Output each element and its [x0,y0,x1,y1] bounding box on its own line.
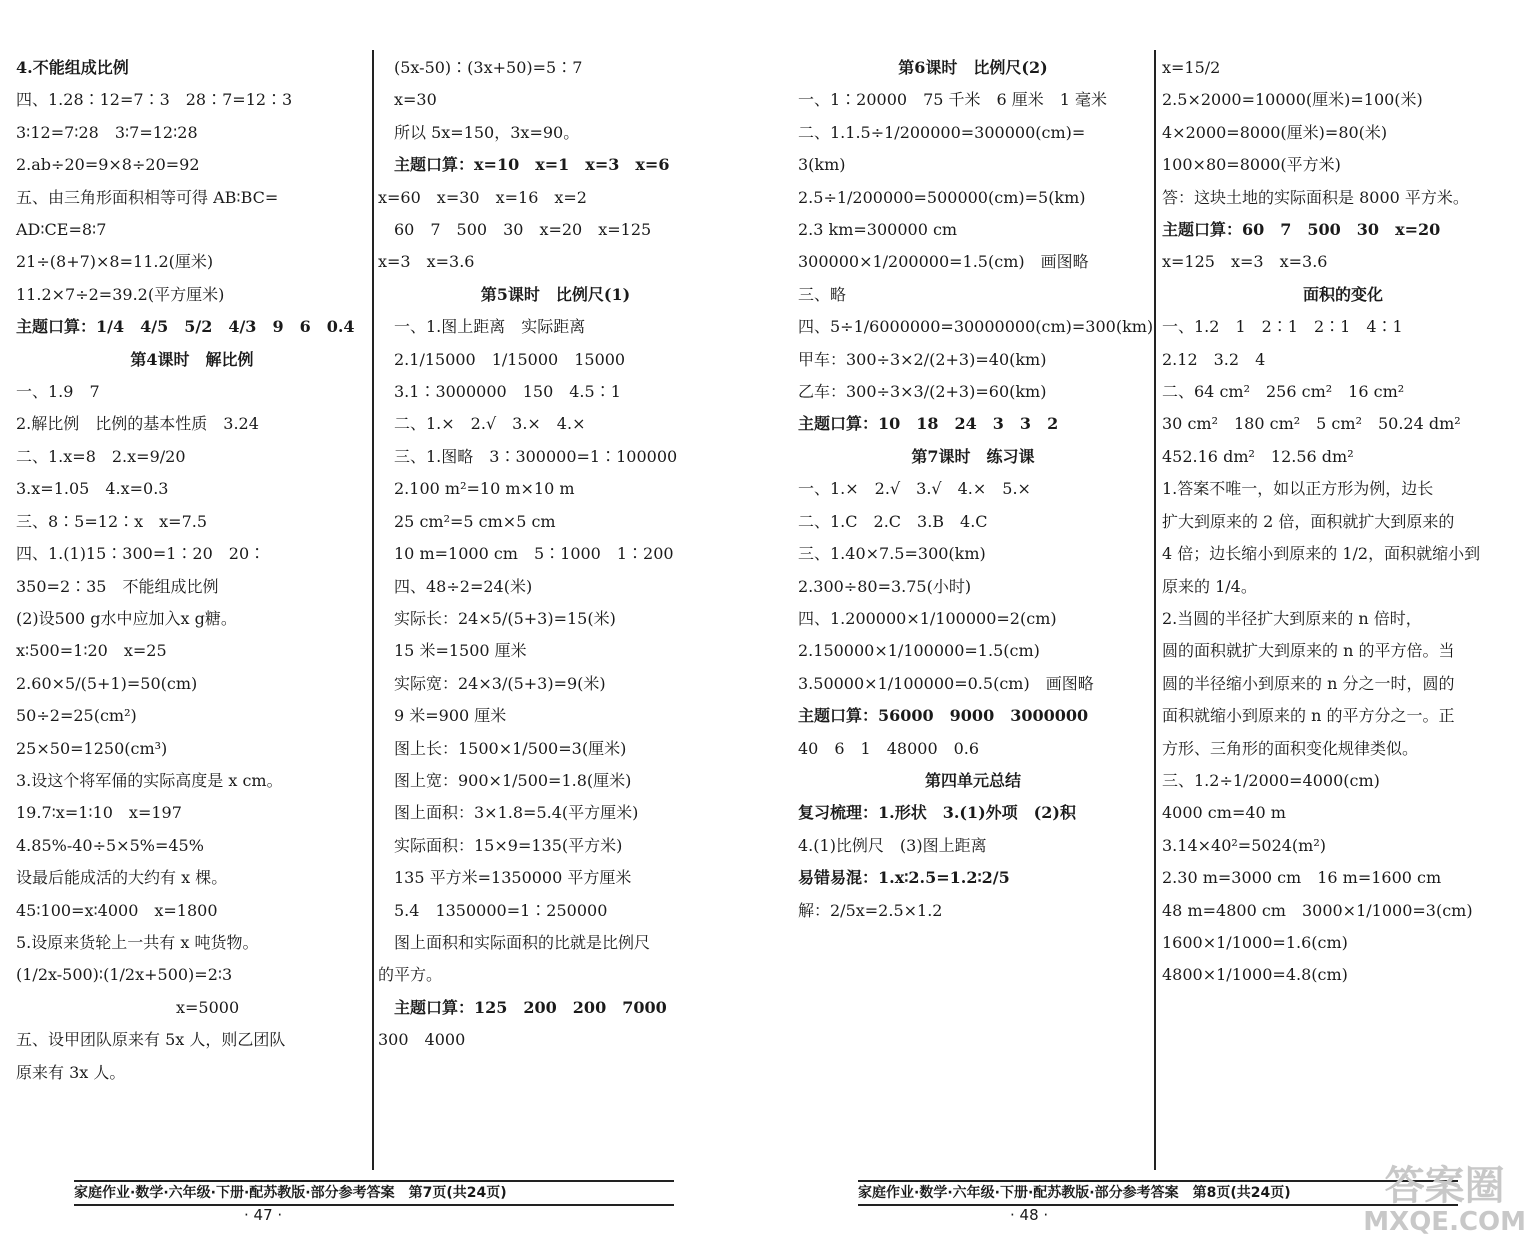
column-1 [16,52,368,1089]
answer-line: 四、1.200000×1/100000=2(cm) [798,608,1057,628]
answer-line: 方形、三角形的面积变化规律类似。 [1162,738,1419,758]
watermark-url: MXQE.COM [1363,1207,1526,1237]
answer-line: 四、1.(1)15∶300=1∶20 20∶ [16,544,266,564]
answer-line: 三、1.图略 3∶300000=1∶100000 [378,446,678,466]
column-2 [378,52,733,1057]
answer-line: 25 cm²=5 cm×5 cm [378,511,556,531]
answer-line: 复习梳理：1.形状 3.(1)外项 (2)积 [798,803,1076,823]
answer-line: 4800×1/1000=4.8(cm) [1162,965,1348,985]
answer-line: 2.ab÷20=9×8÷20=92 [16,155,200,175]
answer-line: 主题口算：x=10 x=1 x=3 x=6 [378,155,670,175]
section-heading: 面积的变化 [1302,284,1383,304]
answer-line: x=5000 [16,997,240,1017]
answer-line: 原来的 1/4。 [1162,576,1257,596]
answer-line: x=15/2 [1162,58,1221,77]
answer-line: 2.300÷80=3.75(小时) [798,576,972,596]
answer-line: 四、5÷1/6000000=30000000(cm)=300(km) [798,317,1154,337]
answer-line: 48 m=4800 cm 3000×1/1000=3(cm) [1162,900,1473,920]
answer-line: 答：这块土地的实际面积是 8000 平方米。 [1162,187,1469,207]
answer-line: 二、1.1.5÷1/200000=300000(cm)= [798,122,1086,142]
answer-line: 二、1.C 2.C 3.B 4.C [798,511,988,531]
answer-line: 二、1.× 2.√ 3.× 4.× [378,414,586,434]
answer-line: 4.85%-40÷5×5%=45% [16,835,204,855]
answer-line: 2.当圆的半径扩大到原来的 n 倍时， [1162,608,1422,628]
watermark [1363,1164,1526,1236]
answer-line: 扩大到原来的 2 倍，面积就扩大到原来的 [1162,511,1455,531]
answer-line: 易错易混：1.x∶2.5=1.2∶2/5 [798,868,1010,888]
answer-line: 45∶100=x∶4000 x=1800 [16,900,218,920]
answer-line: 2.解比例 比例的基本性质 3.24 [16,414,259,434]
column-divider-right [1154,50,1156,1170]
answer-line: 11.2×7÷2=39.2(平方厘米) [16,284,225,304]
answer-line: 主题口算：56000 9000 3000000 [798,706,1089,726]
answer-line: x=30 [378,90,437,110]
column-4 [1162,52,1524,992]
answer-line: 甲车：300÷3×2/(2+3)=40(km) [798,349,1047,369]
answer-line: x=3 x=3.6 [378,252,475,272]
answer-line: 四、48÷2=24(米) [378,576,533,596]
footer-right: 家庭作业·数学·六年级·下册·配苏教版·部分参考答案 第8页(共24页) [858,1180,1458,1206]
section-heading: 第4课时 解比例 [130,349,254,369]
answer-line: 15 米=1500 厘米 [378,641,527,661]
answer-line: 2.5÷1/200000=500000(cm)=5(km) [798,187,1086,207]
answer-line: 五、由三角形面积相等可得 AB∶BC= [16,187,279,207]
answer-line: 的平方。 [378,965,443,985]
answer-line: x=60 x=30 x=16 x=2 [378,187,587,207]
answer-line: 3.1∶3000000 150 4.5∶1 [378,382,621,402]
watermark-logo-text: 答案圈 [1384,1163,1505,1209]
answer-line: x=125 x=3 x=3.6 [1162,252,1328,272]
answer-line: 实际宽：24×3/(5+3)=9(米) [378,673,606,693]
answer-line: 452.16 dm² 12.56 dm² [1162,446,1354,466]
answer-line: 图上宽：900×1/500=1.8(厘米) [378,770,632,790]
answer-line: 350=2∶35 不能组成比例 [16,576,219,596]
answer-line: 三、1.2÷1/2000=4000(cm) [1162,770,1380,790]
footer-left: 家庭作业·数学·六年级·下册·配苏教版·部分参考答案 第7页(共24页) [74,1180,674,1206]
answer-line: 300000×1/200000=1.5(cm) 画图略 [798,252,1089,272]
answer-line: 五、设甲团队原来有 5x 人，则乙团队 [16,1030,286,1050]
answer-line: 一、1∶20000 75 千米 6 厘米 1 毫米 [798,90,1108,110]
answer-line: 10 m=1000 cm 5∶1000 1∶200 [378,544,674,564]
answer-line: 圆的面积就扩大到原来的 n 的平方倍。当 [1162,641,1455,661]
answer-line: 3.x=1.05 4.x=0.3 [16,479,169,499]
answer-line: 9 米=900 厘米 [378,706,507,726]
answer-line: 图上面积和实际面积的比就是比例尺 [378,932,651,952]
answer-line: 50÷2=25(cm²) [16,706,137,726]
answer-line: 一、1.× 2.√ 3.√ 4.× 5.× [798,479,1031,499]
answer-line: 3.50000×1/100000=0.5(cm) 画图略 [798,673,1094,693]
answer-line: 三、8∶5=12∶x x=7.5 [16,511,208,531]
answer-line: 图上长：1500×1/500=3(厘米) [378,738,627,758]
section-heading: 第7课时 练习课 [911,446,1035,466]
answer-line: (5x-50)∶(3x+50)=5∶7 [378,58,583,77]
answer-line: 主题口算：60 7 500 30 x=20 [1162,220,1441,240]
page-number-left: · 47 · [244,1206,283,1224]
answer-line: 二、1.x=8 2.x=9/20 [16,446,186,466]
answer-line: 所以 5x=150，3x=90。 [378,122,580,142]
answer-line: 60 7 500 30 x=20 x=125 [378,220,652,240]
answer-line: 2.60×5/(5+1)=50(cm) [16,673,198,693]
answer-line: 四、1.28∶12=7∶3 28∶7=12∶3 [16,90,293,110]
answer-line: 5.设原来货轮上一共有 x 吨货物。 [16,932,259,952]
answer-line: 2.3 km=300000 cm [798,220,958,240]
answer-line: 实际面积：15×9=135(平方米) [378,835,623,855]
answer-line: 30 cm² 180 cm² 5 cm² 50.24 dm² [1162,414,1461,434]
answer-line: 三、1.40×7.5=300(km) [798,544,986,564]
answer-line: 主题口算：1/4 4/5 5/2 4/3 9 6 0.4 [16,317,355,337]
section-heading: 第四单元总结 [924,770,1021,790]
column-divider-left [372,50,374,1170]
answer-line: 19.7∶x=1∶10 x=197 [16,803,182,823]
answer-line: 1.答案不唯一，如以正方形为例，边长 [1162,479,1434,499]
answer-line: 300 4000 [378,1030,466,1050]
answer-line: 5.4 1350000=1∶250000 [378,900,608,920]
answer-line: 2.150000×1/100000=1.5(cm) [798,641,1040,661]
answer-line: 面积就缩小到原来的 n 的平方分之一。正 [1162,706,1455,726]
answer-line: 3.设这个将军俑的实际高度是 x cm。 [16,770,283,790]
answer-line: 实际长：24×5/(5+3)=15(米) [378,608,616,628]
answer-line: 2.30 m=3000 cm 16 m=1600 cm [1162,868,1442,888]
answer-line: 二、64 cm² 256 cm² 16 cm² [1162,382,1405,402]
answer-line: 主题口算：10 18 24 3 3 2 [798,414,1059,434]
answer-line: 4.(1)比例尺 (3)图上距离 [798,835,987,855]
answer-line: 三、略 [798,284,847,304]
page-number-right: · 48 · [1010,1206,1049,1224]
answer-line: 25×50=1250(cm³) [16,738,168,758]
answer-line: 1600×1/1000=1.6(cm) [1162,932,1348,952]
answer-line: 一、1.图上距离 实际距离 [378,317,586,337]
answer-line: 乙车：300÷3×3/(2+3)=60(km) [798,382,1047,402]
answer-line: 4000 cm=40 m [1162,803,1286,823]
answer-line: 100×80=8000(平方米) [1162,155,1341,175]
answer-line: 40 6 1 48000 0.6 [798,738,980,758]
answer-line: (1/2x-500)∶(1/2x+500)=2∶3 [16,965,233,985]
answer-line: x∶500=1∶20 x=25 [16,641,167,661]
answer-line: 一、1.2 1 2∶1 2∶1 4∶1 [1162,317,1403,337]
answer-line: 4 倍；边长缩小到原来的 1/2，面积就缩小到 [1162,544,1481,564]
answer-line: 解：2/5x=2.5×1.2 [798,900,943,920]
answer-line: AD∶CE=8∶7 [16,220,107,240]
answer-line: 2.100 m²=10 m×10 m [378,479,575,499]
answer-line: 主题口算：125 200 200 7000 [378,997,667,1017]
answer-line: 设最后能成活的大约有 x 棵。 [16,868,228,888]
answer-line: 135 平方米=1350000 平方厘米 [378,868,632,888]
answer-line: 图上面积：3×1.8=5.4(平方厘米) [378,803,639,823]
answer-line: 原来有 3x 人。 [16,1062,126,1082]
answer-line: 2.12 3.2 4 [1162,349,1266,369]
answer-line: 3(km) [798,155,846,175]
answer-line: 3∶12=7∶28 3∶7=12∶28 [16,122,198,142]
answer-line: 21÷(8+7)×8=11.2(厘米) [16,252,214,272]
answer-line: 3.14×40²=5024(m²) [1162,835,1326,855]
section-heading: 第5课时 比例尺(1) [480,284,631,304]
answer-line: 2.5×2000=10000(厘米)=100(米) [1162,90,1423,110]
answer-line: 4×2000=8000(厘米)=80(米) [1162,122,1388,142]
answer-line: (2)设500 g水中应加入x g糖。 [16,608,237,628]
section-heading: 第6课时 比例尺(2) [898,58,1048,77]
column-3 [798,52,1154,927]
answer-line: 2.1/15000 1/15000 15000 [378,349,626,369]
answer-line: 一、1.9 7 [16,382,100,402]
answer-line: 圆的半径缩小到原来的 n 分之一时，圆的 [1162,673,1455,693]
answer-line: 4.不能组成比例 [16,58,129,77]
